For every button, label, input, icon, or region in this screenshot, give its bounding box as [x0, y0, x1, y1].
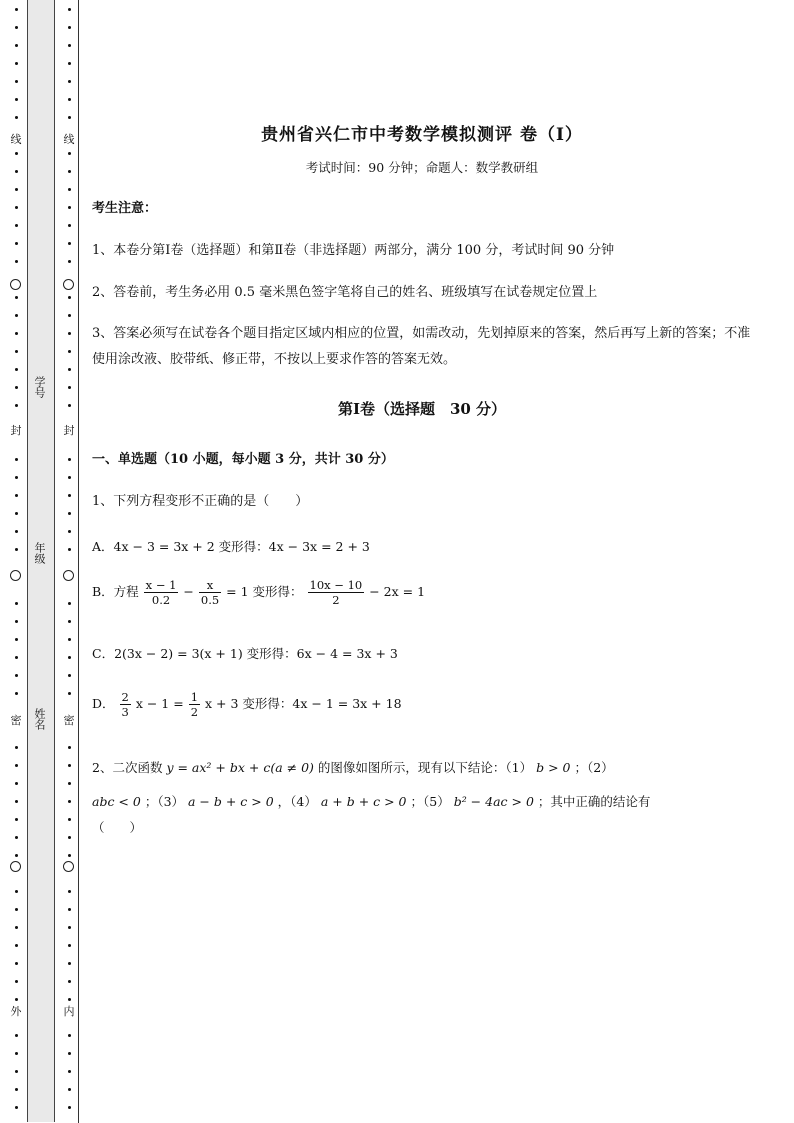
margin-dots-left [9, 0, 23, 1123]
margin-dot [15, 404, 18, 407]
q1-b-fraction-1 [144, 578, 179, 607]
margin-dot [68, 692, 71, 695]
margin-dot [68, 764, 71, 767]
margin-dot [68, 62, 71, 65]
margin-dot [68, 1106, 71, 1109]
q2-separator: ，（4） [277, 794, 317, 809]
margin-dot [68, 314, 71, 317]
margin-dot [15, 800, 18, 803]
exam-title: 贵州省兴仁市中考数学模拟测评 卷（Ⅰ） [261, 125, 583, 145]
margin-dot [68, 152, 71, 155]
margin-dot [68, 260, 71, 263]
q1-b-end: − 2x = 1 [369, 584, 426, 599]
margin-dot [15, 674, 18, 677]
q1-d-middle: x − 1 = [135, 696, 184, 711]
margin-dot [68, 242, 71, 245]
margin-dot [15, 836, 18, 839]
margin-dot [68, 926, 71, 929]
margin-dot [15, 206, 18, 209]
margin-dot [15, 80, 18, 83]
margin-dot [68, 404, 71, 407]
margin-dot [15, 944, 18, 947]
note-3: 3、答案必须写在试卷各个题目指定区域内相应的位置，如需改动，先划掉原来的答案，然后再写上新的答案；不准使用涂改液、胶带纸、修正带，不按以上要求作答的答案无效。 [92, 326, 751, 367]
margin-dot [68, 26, 71, 29]
margin-dot [15, 476, 18, 479]
margin-dot [68, 1052, 71, 1055]
margin-dot [68, 782, 71, 785]
margin-dot [68, 962, 71, 965]
margin-dot [68, 170, 71, 173]
margin-dot [15, 314, 18, 317]
margin-dot [68, 602, 71, 605]
margin-dot [15, 998, 18, 1001]
margin-dot [15, 764, 18, 767]
margin-dot [68, 1034, 71, 1037]
part1-heading: 一、单选题（10 小题，每小题 3 分，共计 30 分） [92, 452, 394, 467]
margin-dot [15, 926, 18, 929]
margin-dot [68, 674, 71, 677]
q1-c-label: C． [92, 646, 115, 661]
binding-ring [63, 861, 74, 872]
margin-dot [68, 386, 71, 389]
margin-dot [15, 188, 18, 191]
fraction-numerator: 1 [190, 690, 199, 704]
fraction-denominator: 2 [332, 593, 340, 607]
fraction-denominator: 2 [190, 705, 199, 719]
q1-b-middle: = 1 变形得： [226, 584, 303, 599]
margin-char-mi-right: 密 [63, 714, 75, 727]
binding-ring [10, 861, 21, 872]
margin-dot [68, 44, 71, 47]
margin-char-feng-right: 封 [63, 424, 75, 437]
margin-dot [15, 656, 18, 659]
margin-dot [15, 152, 18, 155]
note-2: 2、答卷前，考生务必用 0.5 毫米黑色签字笔将自己的姓名、班级填写在试卷规定位置上 [92, 285, 598, 300]
q1-b-label: B．方程 [92, 584, 139, 599]
margin-dot [15, 44, 18, 47]
margin-dot [68, 494, 71, 497]
field-label-name: 姓名 [33, 708, 46, 730]
margin-dot [68, 818, 71, 821]
q2-intro: 2、二次函数 [92, 760, 163, 775]
q2-line-2 [92, 792, 650, 810]
note-1: 1、本卷分第Ⅰ卷（选择题）和第Ⅱ卷（非选择题）两部分，满分 100 分，考试时间 90 分钟 [92, 243, 615, 258]
q1-option-c [92, 644, 398, 662]
margin-dot [15, 602, 18, 605]
fraction-denominator: 0.2 [151, 593, 171, 607]
margin-dot [15, 260, 18, 263]
margin-dot [68, 224, 71, 227]
margin-dot [68, 8, 71, 11]
margin-dot [15, 8, 18, 11]
margin-dot [68, 350, 71, 353]
q2-conclusion-2: abc < 0 [92, 794, 141, 809]
margin-dot [15, 368, 18, 371]
q2-function: y = ax² + bx + c(a ≠ 0) [166, 760, 314, 775]
margin-dot [68, 530, 71, 533]
binding-rule [78, 0, 79, 1123]
section-title: 第Ⅰ卷（选择题 30 分） [337, 400, 507, 418]
fraction-numerator: x − 1 [145, 578, 177, 592]
margin-char-xian-right: 线 [63, 133, 75, 146]
q2-line-1 [92, 758, 614, 776]
margin-dot [15, 818, 18, 821]
fraction-denominator: 0.5 [200, 593, 220, 607]
margin-dot [68, 458, 71, 461]
q1-b-fraction-3 [308, 578, 365, 607]
exam-subtitle: 考试时间：90 分钟；命题人：数学教研组 [305, 160, 539, 175]
q1-option-d [92, 690, 402, 719]
field-label-grade: 年级 [33, 542, 46, 564]
binding-ring [63, 279, 74, 290]
margin-dot [68, 116, 71, 119]
margin-dot [68, 548, 71, 551]
margin-dot [15, 620, 18, 623]
q1-a-text: 4x − 3 = 3x + 2 变形得：4x − 3x = 2 + 3 [113, 539, 370, 554]
fraction-denominator: 3 [121, 705, 129, 719]
margin-dot [68, 638, 71, 641]
margin-char-mi-left: 密 [10, 714, 22, 727]
q1-stem: 1、下列方程变形不正确的是（ ） [92, 494, 309, 509]
margin-dot [15, 332, 18, 335]
margin-dot [15, 908, 18, 911]
margin-dot [15, 530, 18, 533]
notice-heading: 考生注意： [92, 201, 158, 216]
q2-separator: ；（3） [144, 794, 185, 809]
margin-dot [15, 386, 18, 389]
q2-statement: 的图像如图所示，现有以下结论：（1） [317, 760, 533, 775]
margin-dot [15, 692, 18, 695]
margin-dot [15, 224, 18, 227]
binding-ring [10, 570, 21, 581]
margin-dot [15, 1070, 18, 1073]
margin-dot [68, 998, 71, 1001]
q2-tail: ；其中正确的结论有 [537, 794, 651, 809]
margin-dot [68, 620, 71, 623]
q1-b-fraction-2 [199, 578, 221, 607]
margin-dot [15, 854, 18, 857]
margin-dot [68, 800, 71, 803]
margin-dot [68, 1070, 71, 1073]
fraction-numerator: 10x − 10 [309, 578, 363, 592]
margin-dot [15, 548, 18, 551]
margin-dot [15, 962, 18, 965]
margin-dot [68, 656, 71, 659]
q2-separator: ；（2） [574, 760, 614, 775]
q1-d-end: x + 3 变形得：4x − 1 = 3x + 18 [205, 696, 402, 711]
fraction-numerator: 2 [121, 690, 129, 704]
margin-dot [68, 80, 71, 83]
margin-dot [15, 296, 18, 299]
margin-char-feng-left: 封 [10, 424, 22, 437]
margin-dot [68, 368, 71, 371]
q2-conclusion-5: b² − 4ac > 0 [453, 794, 534, 809]
q2-conclusion-4: a + b + c > 0 [320, 794, 407, 809]
q2-conclusion-3: a − b + c > 0 [188, 794, 274, 809]
margin-dot [15, 242, 18, 245]
q1-d-label: D． [92, 696, 115, 711]
margin-char-wai: 外 [10, 1005, 22, 1018]
margin-dot [15, 494, 18, 497]
margin-dot [15, 980, 18, 983]
margin-dot [15, 62, 18, 65]
q1-d-fraction-1 [120, 690, 131, 719]
q1-b-minus: − [183, 584, 194, 599]
margin-char-xian-left: 线 [10, 133, 22, 146]
margin-dot [15, 26, 18, 29]
margin-dot [68, 980, 71, 983]
margin-dot [68, 476, 71, 479]
margin-dot [68, 908, 71, 911]
margin-dot [68, 296, 71, 299]
q1-option-a [92, 537, 370, 555]
margin-dot [15, 638, 18, 641]
margin-dot [15, 746, 18, 749]
q2-separator: ；（5） [410, 794, 450, 809]
margin-dot [15, 458, 18, 461]
fraction-numerator: x [199, 578, 221, 593]
margin-dot [15, 782, 18, 785]
margin-dot [15, 1106, 18, 1109]
margin-char-nei: 内 [63, 1005, 75, 1018]
binding-ring [63, 570, 74, 581]
margin-dot [15, 1052, 18, 1055]
margin-dot [68, 188, 71, 191]
margin-dot [68, 512, 71, 515]
field-label-student-id: 学号 [33, 376, 46, 398]
margin-dot [68, 206, 71, 209]
q1-a-label: A． [92, 539, 114, 554]
q1-d-fraction-2 [189, 690, 200, 719]
margin-dot [15, 350, 18, 353]
margin-dot [15, 116, 18, 119]
margin-dot [68, 332, 71, 335]
margin-dot [68, 944, 71, 947]
margin-dot [68, 98, 71, 101]
q1-c-text: 2(3x − 2) = 3(x + 1) 变形得：6x − 4 = 3x + 3 [114, 646, 398, 661]
margin-dot [68, 746, 71, 749]
margin-dot [15, 170, 18, 173]
margin-dot [15, 98, 18, 101]
margin-dot [68, 836, 71, 839]
margin-dot [68, 1088, 71, 1091]
q1-option-b [92, 578, 425, 607]
margin-dot [15, 512, 18, 515]
margin-dots-right [62, 0, 76, 1123]
margin-dot [15, 890, 18, 893]
q2-answer-blank: （ ） [92, 820, 143, 835]
margin-dot [15, 1034, 18, 1037]
margin-dot [15, 1088, 18, 1091]
binding-ring [10, 279, 21, 290]
margin-dot [68, 854, 71, 857]
q2-conclusion-1: b > 0 [536, 760, 571, 775]
margin-dot [68, 890, 71, 893]
